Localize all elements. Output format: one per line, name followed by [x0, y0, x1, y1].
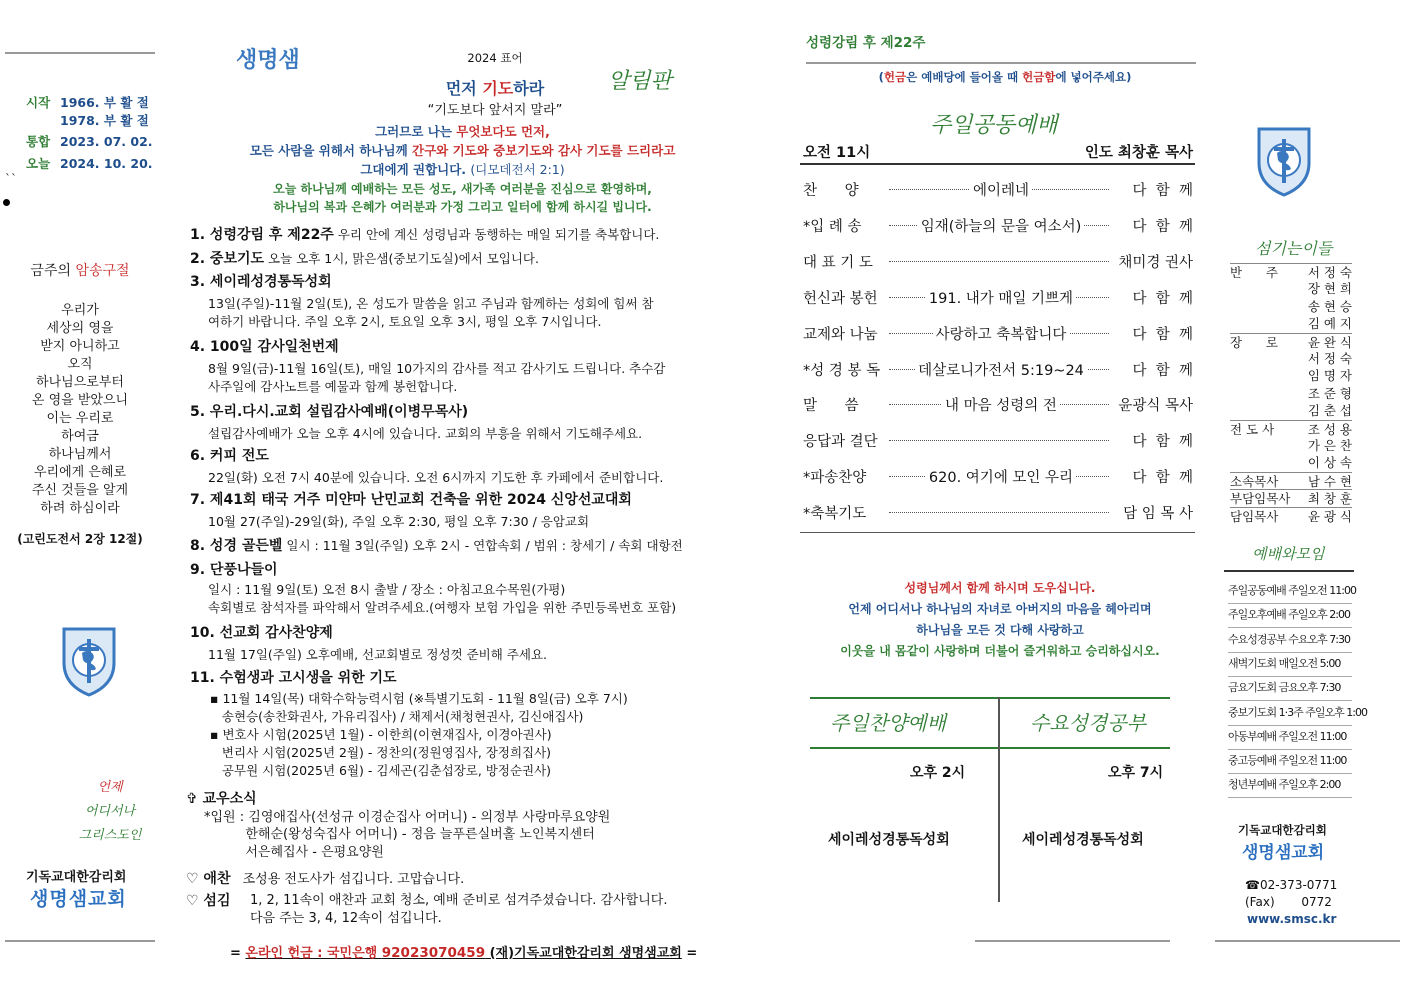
announcement-item: [190, 274, 332, 292]
meeting-row: 주일오후예배 주일오후 2:00: [1228, 603, 1352, 628]
date-label: 통합: [26, 134, 51, 149]
verse-line: 하나님께서: [48, 447, 112, 462]
date-row: [26, 94, 153, 112]
service-part: *축복기도: [803, 506, 867, 523]
server-row: [1230, 350, 1352, 367]
member-news: [186, 791, 610, 861]
service-content: [891, 394, 1111, 415]
service-leader-name: 담 임 목 사: [1123, 506, 1193, 523]
scripture-text: 모든 사람을 위해서 하나님께: [249, 143, 413, 158]
announcement-item: [190, 404, 468, 422]
meeting-row: 아동부예배 주일오전 11:00: [1228, 725, 1352, 750]
service-content: [891, 215, 1111, 236]
announcement-heading: 3. 세이레성경통독성회: [190, 274, 332, 290]
meeting-row: 청년부예배 주일오후 2:00: [1228, 773, 1352, 798]
server-row: [1230, 315, 1352, 332]
online-bank: 국민은행: [327, 946, 382, 961]
service-row: [803, 243, 1193, 279]
service-time: 오전 11시: [803, 145, 871, 161]
member-news-line: *입원 : 김영애집사(선성규 이경순집사 어머니) - 의정부 사랑마루요양원: [204, 809, 611, 825]
afternoon-content: 세이레성경통독성회: [828, 832, 950, 848]
service-leader-name: 채미경 권사: [1118, 254, 1193, 271]
scripture-reference: (디모데전서 2:1): [470, 162, 565, 177]
leader-dots: [889, 512, 1109, 513]
server-row: [1230, 454, 1352, 471]
server-row: [1230, 263, 1352, 281]
verse-line: 우리가: [61, 303, 99, 318]
online-owner: (재)기독교대한감리회 생명샘교회: [485, 946, 682, 961]
server-name: 남 수 현: [1307, 473, 1352, 489]
church-logo-icon: [60, 625, 118, 697]
service-divider-bottom: [800, 532, 1195, 533]
announcement-line: 설립감사예배가 오늘 오후 4시에 있습니다. 교회의 부흥을 위해서 기도해주세요.: [208, 426, 643, 441]
meeting-row: 주일공동예배 주일오전 11:00: [1228, 579, 1352, 604]
date-value: 2023. 07. 02.: [60, 134, 153, 149]
announcement-line: 송현승(송찬화권사, 가유리집사) / 채제서(채청현권사, 김신애집사): [210, 709, 584, 724]
server-row: [1230, 367, 1352, 384]
announcement-line: 8월 9일(금)-11월 16일(토), 매일 10가지의 감사를 적고 감사기도 드립니다. 추수감: [208, 361, 666, 376]
server-row: [1230, 333, 1352, 351]
announcement-item: [190, 670, 397, 688]
afternoon-divider-top: [810, 697, 1170, 699]
server-name: 조 성 용: [1307, 421, 1352, 437]
announcement-text: 우리 안에 계신 성령님과 동행하는 매일 되기를 축복합니다.: [333, 227, 660, 242]
date-value: 2024. 10. 20.: [60, 155, 153, 171]
offering-note-text: 은 예배당에 들어올 때: [906, 70, 1023, 84]
service-part: *성 경 봉 독: [803, 362, 881, 379]
announcement-line: 일시 : 11월 9일(토) 오전 8시 출발 / 장소 : 아침고요수목원(가평): [208, 582, 566, 597]
service-part: 교제와 나눔: [803, 326, 878, 343]
website-link[interactable]: www.smsc.kr: [1247, 912, 1337, 926]
server-name: 서 정 숙: [1307, 265, 1352, 280]
member-news-heading: ✞ 교우소식: [186, 791, 257, 807]
fax: (Fax) 0772: [1245, 895, 1332, 909]
server-role: 담임목사: [1230, 508, 1279, 524]
announcement-heading: 11. 수험생과 고시생을 위한 기도: [190, 670, 397, 686]
service-row: [803, 171, 1193, 207]
announcement-text: 오늘 오후 1시, 맑은샘(중보기도실)에서 모입니다.: [264, 251, 539, 266]
verse-title: [0, 260, 160, 280]
service-leader-name: 다 함 께: [1132, 290, 1193, 307]
service-row: [803, 458, 1193, 494]
verse-line: 이는 우리로: [46, 411, 114, 426]
motto-pre: 먼저: [445, 79, 483, 98]
meeting-row: 금요기도회 금요오후 7:30: [1228, 676, 1352, 701]
announcement-line: ▪ 변호사 시험(2025년 1월) - 이한희(이현재집사, 이경아권사): [210, 727, 552, 742]
verse-line: 하여금: [61, 429, 99, 444]
service-row: [803, 386, 1193, 422]
scripture-highlight: 간구와 기도와 중보기도와 감사 기도를 드리라고: [412, 143, 676, 158]
announcement-item: [190, 339, 339, 357]
leader-dots: [889, 261, 1109, 262]
service-leader-name: 다 함 께: [1132, 362, 1193, 379]
fellowship-meal: [186, 868, 464, 888]
server-name: 최 창 훈: [1307, 491, 1352, 507]
afternoon-divider-bottom: [810, 747, 1170, 749]
scripture-block: [190, 122, 735, 179]
service-content-text: 에이레네: [970, 183, 1032, 199]
scripture-line: [190, 141, 735, 160]
meeting-row: 중고등예배 주일오전 11:00: [1228, 749, 1352, 774]
service-part: 대 표 기 도: [803, 254, 873, 271]
server-role: 전 도 사: [1230, 421, 1275, 437]
date-row: [26, 133, 153, 151]
verse-line: 오직: [67, 357, 93, 372]
scripture-highlight: 무엇보다도 먼저,: [456, 124, 550, 139]
service-content-text: 내 마음 성령의 전: [942, 398, 1060, 414]
service-content: [891, 323, 1111, 344]
announcement-heading: 5. 우리.다시.교회 설립감사예배(이병무목사): [190, 404, 469, 420]
denomination: 기독교대한감리회: [26, 870, 127, 885]
server-name: 임 명 자: [1307, 368, 1352, 384]
scripture-text: 그러므로 나는: [375, 124, 457, 139]
announcement-item: [190, 537, 683, 556]
announcement-heading: 10. 선교회 감사찬양제: [190, 625, 333, 641]
date-value: 1966. 부 활 절: [60, 95, 149, 110]
service-content-text: 사랑하고 축복합니다: [933, 327, 1070, 343]
announcement-heading: 8. 성경 골든벨: [190, 538, 283, 554]
server-row: [1230, 420, 1352, 438]
announcement-text: 일시 : 11월 3일(주일) 오후 2시 - 연합속회 / 범위 : 창세기 / 속회 대항전: [282, 538, 683, 553]
server-name: 가 은 찬: [1307, 438, 1352, 453]
service-part: 찬 양: [803, 183, 859, 199]
online-label: 온라인 헌금 :: [245, 946, 327, 961]
slogan-line: 그리스도인: [78, 828, 142, 843]
denomination-right: 기독교대한감리회: [1238, 823, 1327, 837]
date-label: 오늘: [26, 155, 51, 171]
offering-note-text: 에 넣어주세요: [1055, 70, 1127, 84]
afternoon-divider-vertical: [998, 697, 1000, 902]
server-row: [1230, 402, 1352, 419]
prayer-text: [790, 578, 1210, 662]
verse-reference: (고린도전서 2장 12절): [17, 532, 143, 546]
announcements: [190, 226, 740, 786]
announcement-heading: 9. 단풍나들이: [190, 562, 278, 578]
afternoon-title: 주일찬양예배: [830, 711, 946, 735]
server-row: [1230, 437, 1352, 454]
service-heading: ♡ 섬김: [186, 893, 231, 909]
service-content: [891, 359, 1111, 380]
history-dates: [26, 94, 153, 172]
server-row: [1230, 507, 1352, 525]
motto: [410, 76, 580, 99]
server-name: 이 상 속: [1307, 455, 1352, 471]
prayer-line: 이웃을 내 몸같이 사랑하며 더불어 즐거워하고 승리하십시오.: [840, 644, 1160, 658]
prayer-line: 성령님께서 함께 하시며 도우십니다.: [904, 581, 1096, 595]
afternoon-time: 오후 2시: [910, 765, 966, 781]
prayer-line: 언제 어디서나 하나님의 자녀로 아버지의 마음을 헤아리며: [848, 602, 1152, 616]
service-leader-name: 다 함 께: [1132, 434, 1193, 451]
announcement-line: ▪ 11월 14일(목) 대학수학능력시험 (※특별기도회 - 11월 8일(금) 오후 7시): [210, 691, 628, 706]
verse-line: 주신 것들을 알게: [31, 483, 129, 498]
service-content-text: 임재(하늘의 문을 여소서): [918, 219, 1085, 235]
meetings-title: 예배와모임: [1252, 545, 1325, 563]
service-group: [186, 892, 667, 928]
meeting-row: 새벽기도회 매일오전 5:00: [1228, 652, 1352, 677]
announcement-line: 여하기 바랍니다. 주일 오후 2시, 토요일 오후 3시, 평일 오후 7시입니다.: [208, 314, 602, 329]
church-logo-icon: [1255, 125, 1313, 197]
service-part: *파송찬양: [803, 470, 867, 487]
marks: ``: [5, 172, 17, 186]
verse-line: 하려 하심이라: [40, 501, 120, 516]
online-mark: =: [230, 946, 246, 961]
offering-note-hl: 헌금: [883, 70, 907, 84]
service-row: [803, 351, 1193, 387]
server-name: 조 준 형: [1307, 385, 1352, 401]
phone: ☎02-373-0771: [1245, 878, 1338, 892]
wednesday-content: 세이레성경통독성회: [1022, 832, 1144, 848]
week-title: 성령강림 후 제22주: [806, 35, 926, 51]
server-name: 서 정 숙: [1307, 351, 1352, 366]
member-news-line: 한해순(왕성숙집사 어머니) - 정음 늘푸른실버홀 노인복지센터: [204, 827, 595, 842]
bullet-dot: [3, 199, 10, 206]
service-content-text: 데살로니가전서 5:19~24: [915, 363, 1087, 379]
fellowship-heading: ♡ 애찬: [186, 871, 231, 887]
announcement-line: 사주일에 감사노트를 예물과 함께 봉헌합니다.: [208, 379, 458, 394]
service-title: 주일공동예배: [930, 113, 1058, 138]
announcement-line: 공무원 시험(2025년 6월) - 김세곤(김춘섭장로, 방정순권사): [210, 763, 552, 778]
service-part: 헌신과 봉헌: [803, 290, 878, 307]
board-title: 알림판: [608, 69, 672, 94]
announcement-line: 속회별로 참석자를 파악해서 알려주세요.(여행자 보험 가입을 위한 주민등록번호 포함): [208, 600, 677, 615]
server-role: 장 로: [1230, 334, 1278, 350]
server-role: 반 주: [1230, 265, 1278, 280]
verse-title-pre: 금주의: [30, 263, 76, 279]
service-part: 말 씀: [803, 398, 859, 415]
wednesday-time: 오후 7시: [1108, 765, 1164, 781]
server-row: [1230, 489, 1352, 507]
verse-line: 받지 아니하고: [40, 339, 120, 354]
verse-line: 하나님으로부터: [36, 375, 124, 390]
service-part: *입 례 송: [803, 218, 862, 235]
motto-year: 2024 표어: [467, 51, 523, 65]
announcement-item: [190, 492, 632, 510]
verse-title-highlight: 암송구절: [75, 263, 130, 279]
service-row: [803, 207, 1193, 243]
service-divider: [800, 163, 1195, 165]
service-content: [891, 287, 1111, 308]
scripture-text: 그대에게 권합니다.: [360, 162, 471, 177]
online-offering: [230, 942, 697, 961]
online-account[interactable]: 92023070459: [381, 945, 486, 961]
announcement-heading: 2. 중보기도: [190, 251, 265, 267]
service-content-text: 620. 여기에 모인 우리: [926, 470, 1076, 486]
fellowship-text: 조성용 전도사가 섬깁니다. 고맙습니다.: [242, 872, 465, 887]
verse-line: 온 영을 받았으니: [31, 393, 129, 408]
server-role: 소속목사: [1230, 473, 1279, 489]
service-row: [803, 494, 1193, 530]
announcement-line: 22일(화) 오전 7시 40분에 있습니다. 오전 6시까지 기도한 후 카페에서 준비합니다.: [208, 470, 664, 485]
service-row: [803, 279, 1193, 315]
motto-post: 하라: [513, 79, 545, 98]
church-name: 생명샘교회: [30, 888, 127, 910]
date-row: [26, 112, 153, 130]
announcement-heading: 6. 커피 전도: [190, 448, 269, 464]
service-line: 1, 2, 11속이 애찬과 교회 청소, 예배 준비로 섬겨주셨습니다. 감사합니다.: [250, 893, 668, 908]
announcement-line: 13일(주일)-11월 2일(토), 온 성도가 말씀을 읽고 주님과 함께하는 성회에 힘써 참: [208, 296, 654, 311]
motto-sub: “기도보다 앞서지 말라”: [427, 103, 563, 118]
service-leader-name: 다 함 께: [1132, 326, 1193, 343]
leader-dots: [889, 440, 1109, 441]
offering-note: (헌금은 예배당에 들어올 때 헌금함에 넣어주세요): [878, 70, 1132, 84]
announcement-item: [190, 562, 278, 580]
announcement-item: [190, 625, 333, 643]
scripture-line: [190, 122, 735, 141]
service-content-text: 191. 내가 매일 기쁘게: [926, 291, 1076, 307]
scripture-line: [190, 160, 735, 179]
server-name: 윤 광 식: [1307, 508, 1352, 524]
service-leader-name: 다 함 께: [1132, 218, 1193, 235]
service-leader-name: 다 함 께: [1132, 183, 1193, 199]
announcement-item: [190, 226, 659, 245]
date-value: 1978. 부 활 절: [60, 112, 149, 128]
slogan-line: 언제: [97, 780, 123, 795]
slogan: [60, 776, 160, 848]
motto-highlight: 기도: [482, 79, 514, 98]
server-name: 장 현 희: [1307, 281, 1352, 297]
server-name: 김 춘 섭: [1307, 403, 1352, 419]
announcement-item: [190, 250, 539, 269]
server-row: [1230, 472, 1352, 490]
meeting-row: 수요성경공부 수요오후 7:30: [1228, 628, 1352, 653]
server-row: [1230, 280, 1352, 297]
service-leader: 인도 최창훈 목사: [1084, 145, 1193, 161]
verse-line: 세상의 영을: [46, 321, 114, 336]
service-line: 다음 주는 3, 4, 12속이 섬깁니다.: [250, 911, 442, 926]
welcome-line: 하나님의 복과 은혜가 여러분과 가정 그리고 일터에 함께 하시길 빕니다.: [273, 200, 652, 214]
service-leader-name: 다 함 께: [1132, 470, 1193, 487]
slogan-line: 어디서나: [84, 804, 136, 819]
service-row: [803, 315, 1193, 351]
announcement-heading: 1. 성령강림 후 제22주: [190, 227, 334, 243]
server-name: 김 예 지: [1307, 316, 1352, 332]
church-name-top: 생명샘: [236, 48, 300, 73]
service-content: [891, 179, 1111, 200]
server-row: [1230, 298, 1352, 315]
announcement-heading: 7. 제41회 태국 거주 미얀마 난민교회 건축을 위한 2024 신앙선교대회: [190, 492, 632, 508]
server-name: 송 현 승: [1307, 298, 1352, 314]
welcome-line: 오늘 하나님께 예배하는 모든 성도, 새가족 여러분을 진심으로 환영하며,: [273, 182, 652, 196]
memory-verse: [0, 302, 160, 518]
servers-title: 섬기는이들: [1255, 239, 1333, 258]
wednesday-title: 수요성경공부: [1030, 711, 1146, 735]
offering-note-hl: 헌금함: [1022, 70, 1056, 84]
church-name-right: 생명샘교회: [1242, 843, 1325, 863]
verse-line: 우리에게 은혜로: [33, 465, 127, 480]
prayer-line: 하나님을 모든 것 다해 사랑하고: [916, 623, 1084, 637]
announcement-item: [190, 448, 269, 466]
server-role: 부담임목사: [1230, 491, 1291, 507]
meetings-divider: [1224, 570, 1354, 572]
service-part: 응답과 결단: [803, 434, 878, 451]
online-mark: =: [681, 946, 698, 961]
date-row: [26, 155, 153, 173]
announcement-line: 10월 27(주일)-29일(화), 주일 오후 2:30, 평일 오후 7:30 / 응암교회: [208, 514, 590, 529]
date-label: 시작: [26, 95, 51, 110]
member-news-line: 서은혜집사 - 은평요양원: [204, 844, 384, 860]
service-row: [803, 422, 1193, 458]
announcement-heading: 4. 100일 감사일천번제: [190, 339, 339, 355]
welcome-message: [190, 180, 735, 216]
announcement-line: 변리사 시험(2025년 2월) - 정찬의(정원영집사, 장정희집사): [210, 745, 552, 760]
meeting-row: 중보기도회 1·3주 주일오후 1:00: [1228, 701, 1352, 726]
server-row: [1230, 385, 1352, 402]
server-name: 윤 완 식: [1307, 334, 1352, 350]
service-leader-name: 윤광식 목사: [1118, 398, 1193, 415]
announcement-line: 11월 17일(주일) 오후예배, 선교회별로 정성껏 준비해 주세요.: [208, 647, 548, 662]
service-content: [891, 466, 1111, 487]
